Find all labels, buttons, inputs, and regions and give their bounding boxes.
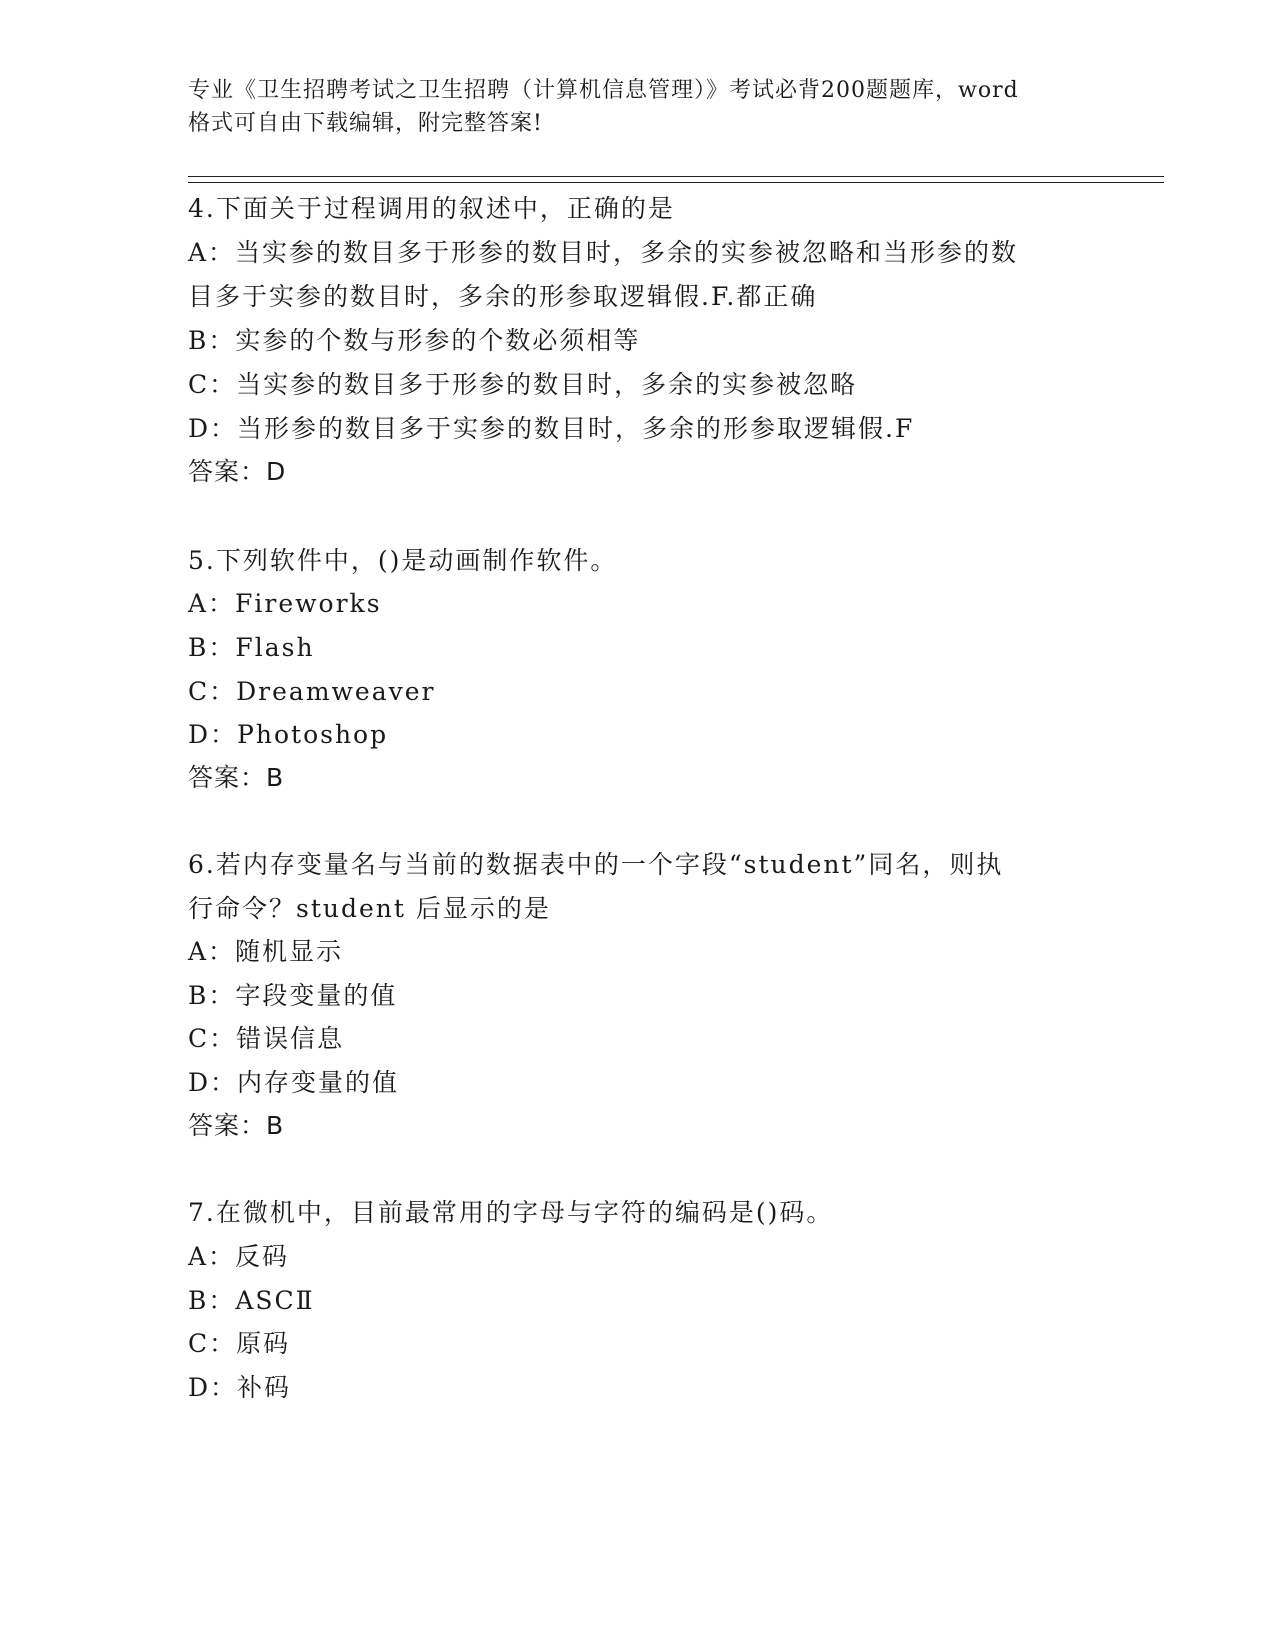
answer: 答案：B — [188, 763, 285, 792]
option-a: A：当实参的数目多于形参的数目时，多余的实参被忽略和当形参的数 — [188, 238, 1019, 267]
option-a: A：随机显示 — [188, 937, 344, 966]
option-b: B：ASCⅡ — [188, 1286, 315, 1315]
option-a: A：Fireworks — [188, 589, 382, 618]
option-c: C：错误信息 — [188, 1024, 345, 1053]
option-d: D：当形参的数目多于实参的数目时，多余的形参取逻辑假.F — [188, 414, 915, 443]
question-stem: 5.下列软件中，()是动画制作软件。 — [188, 546, 618, 575]
option-b: B：字段变量的值 — [188, 981, 398, 1010]
header-divider-bottom — [188, 182, 1164, 183]
option-d: D：内存变量的值 — [188, 1068, 400, 1097]
header-line-2: 格式可自由下载编辑，附完整答案! — [188, 111, 543, 136]
option-d: D：Photoshop — [188, 720, 389, 749]
option-a-continued: 目多于实参的数目时，多余的形参取逻辑假.F.都正确 — [188, 282, 818, 311]
document-header — [188, 74, 1088, 140]
option-b: B：Flash — [188, 633, 315, 662]
option-c: C：当实参的数目多于形参的数目时，多余的实参被忽略 — [188, 370, 858, 399]
answer: 答案：D — [188, 457, 287, 486]
answer: 答案：B — [188, 1111, 285, 1140]
option-c: C：原码 — [188, 1329, 291, 1358]
option-c: C：Dreamweaver — [188, 677, 436, 706]
question-stem-continued: 行命令？student 后显示的是 — [188, 894, 551, 923]
question-stem: 7.在微机中，目前最常用的字母与字符的编码是()码。 — [188, 1198, 834, 1227]
option-a: A：反码 — [188, 1242, 290, 1271]
header-line-1: 专业《卫生招聘考试之卫生招聘（计算机信息管理）》考试必背200题题库，word — [188, 78, 1019, 103]
header-divider-top — [188, 176, 1164, 177]
question-stem: 4.下面关于过程调用的叙述中，正确的是 — [188, 194, 675, 223]
option-d: D：补码 — [188, 1373, 292, 1402]
option-b: B：实参的个数与形参的个数必须相等 — [188, 326, 641, 355]
question-stem: 6.若内存变量名与当前的数据表中的一个字段“student”同名，则执 — [188, 850, 1004, 879]
